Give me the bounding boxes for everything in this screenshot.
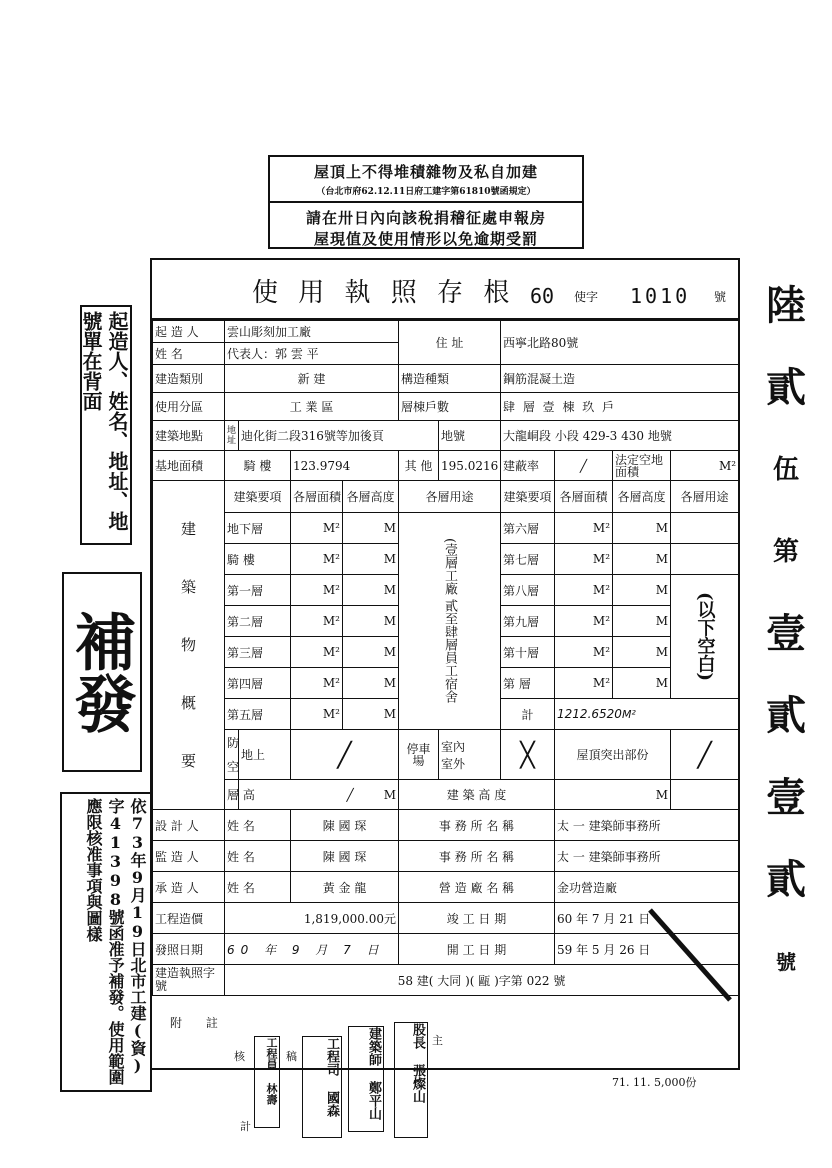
indoor-label: 室內 [441,739,466,754]
margin-char-4: 第 [772,537,799,567]
area-floor-8: M² [555,575,613,606]
approval-stamps [232,1022,444,1138]
site-address: 迪化街二段316號等加後頁 [239,421,439,451]
use-floor-7 [671,544,739,575]
permit-label: 建造執照字號 [153,965,225,996]
stamp-chief-engineer-title: 工程司 [324,1037,339,1076]
supervisor-name: 陳 國 琛 [291,841,399,872]
lot-section: 大龍峒段 [503,429,552,443]
reissue-stamp: 補發 [62,572,142,772]
lot-subsection: 小段 [554,429,579,443]
owner-address-label: 住 址 [399,321,501,365]
stamp-engineer-title: 工程員 [265,1037,278,1070]
parking-label: 停車場 [399,730,439,780]
stamp-chief-engineer [302,1036,342,1138]
coverage-slash: ╱ [555,451,613,481]
contractor-label: 承 造 人 [153,872,225,903]
height-floor-9: M [613,606,671,637]
margin-char-3: 伍 [772,455,799,485]
stamp-section-head-name: 張燦山 [410,1064,425,1103]
total-area-unit: M² [621,708,636,721]
stamp-label-draft: 稿 [286,1050,297,1063]
notice-line4: 屋現值及使用情形以免逾期受罰 [313,230,538,248]
margin-char-6: 貳 [766,692,806,739]
notice-divider [270,201,582,203]
start-label: 開 工 日 期 [399,934,555,965]
parking-slash: ╳ [501,730,555,780]
owner-on-back-note: 起造人、姓名、地址、地號單在背面 [80,305,132,545]
owner-address: 西寧北路80號 [501,321,739,365]
zone: 工 業 區 [225,393,399,421]
area-floor-6: M² [555,513,613,544]
arcade-area: 123.9794 [291,451,399,481]
area-floor-2: M² [291,606,343,637]
designer-label: 設 計 人 [153,810,225,841]
ink-stroke [640,900,740,1010]
summary-char-1: 建 [180,520,196,538]
remarks-label: 附 註 [170,1016,228,1030]
col-height-left: 各層高度 [343,481,399,513]
floor-10: 第十層 [501,637,555,668]
floor-7: 第七層 [501,544,555,575]
ink-stroke-line [650,910,730,1000]
col-item-left: 建築要項 [225,481,291,513]
lot-label: 地號 [439,421,501,451]
base-area-label: 基地面積 [153,451,225,481]
col-area-left: 各層面積 [291,481,343,513]
floor-n: 第 層 [501,668,555,699]
height-floor-5: M [343,699,399,730]
col-height-right: 各層高度 [613,481,671,513]
above-ground-label: 地上 [239,730,291,780]
margin-char-7: 壹 [766,774,806,821]
license-word: 使字 [574,290,599,304]
height-floor-10: M [613,637,671,668]
storey-height-value [239,780,399,810]
area-floor-7: M² [555,544,613,575]
margin-char-2: 貳 [766,364,806,411]
margin-char-5: 壹 [766,610,806,657]
stamp-architect-title: 建築師 [366,1027,381,1066]
floors-label: 層棟戶數 [399,393,501,421]
area-floor-4: M² [291,668,343,699]
reissue-explanation: 依73年9月19日北市工建(資)字41398號函准予補發。使用範圍應限核准事項與圖樣 [60,792,152,1092]
area-floor-9: M² [555,606,613,637]
contractor-name: 黃 金 龍 [291,872,399,903]
shelter-slash: ╱ [291,730,399,780]
supervisor-office: 太 一 建築師事務所 [555,841,739,872]
area-arcade: M² [291,544,343,575]
floor-1: 第一層 [225,575,291,606]
floor-arcade: 騎 樓 [225,544,291,575]
height-floor-n: M [613,668,671,699]
below-blank-note: (以下空白) [671,575,739,699]
owner-name-label: 姓 名 [153,343,225,365]
floor-8: 第八層 [501,575,555,606]
owner-label: 起 造 人 [153,321,225,343]
outdoor-label: 室外 [441,756,466,771]
notice-line2: （台北市府62.12.11日府工建字第61810號函規定） [316,187,536,197]
arcade-area-label: 騎 樓 [225,451,291,481]
contractor-company: 金功營造廠 [555,872,739,903]
roof-slash: ╱ [671,730,739,780]
height-floor-7: M [613,544,671,575]
owner-company: 雲山彫刻加工廠 [225,321,399,343]
floor-6: 第六層 [501,513,555,544]
designer-office-label: 事 務 所 名 稱 [399,810,555,841]
floor-basement: 地下層 [225,513,291,544]
col-area-right: 各層面積 [555,481,613,513]
margin-char-9: 號 [776,950,796,974]
notice-line3: 請在卅日內向該稅捐稽征處申報房 [305,209,546,227]
site-label: 建築地點 [153,421,225,451]
floor-9: 第九層 [501,606,555,637]
stamp-engineer [254,1036,280,1128]
stamp-section-head [394,1022,428,1138]
coverage-label: 建蔽率 [501,451,555,481]
height-floor-3: M [343,637,399,668]
lot-suffix: 地號 [647,429,672,443]
form-table [152,320,739,996]
storey-height-unit: M [383,787,397,802]
license-prefix: 60 [530,284,555,308]
cost-label: 工程造價 [153,903,225,934]
form-title: 使 用 執 照 存 根 [252,278,516,308]
area-floor-5: M² [291,699,343,730]
other-area-label: 其 他 [399,451,439,481]
height-floor-4: M [343,668,399,699]
lot-info [501,421,739,451]
area-floor-3: M² [291,637,343,668]
site-address-label: 地址 [225,421,239,451]
right-margin-text [756,265,816,1005]
permit-number: 58 建( 大同 )( 甌 )字第 022 號 [225,965,739,996]
total-area-value: 1212.6520 [557,707,622,721]
notice-line1: 屋頂上不得堆積雜物及私自加建 [313,163,538,181]
height-floor-2: M [343,606,399,637]
contractor-name-label: 姓 名 [225,872,291,903]
completion-date: 60 年 7 月 21 日 [555,903,739,934]
stamp-engineer-name: 林壽 [265,1083,278,1105]
col-item-right: 建築要項 [501,481,555,513]
rooftop-notice [268,155,584,249]
height-floor-6: M [613,513,671,544]
stamp-chief-engineer-name: 國森 [324,1091,339,1117]
build-type-label: 建造類別 [153,365,225,393]
stamp-architect [348,1026,384,1132]
summary-char-2: 築 [180,578,196,596]
license-suffix: 號 [714,290,727,304]
stamp-architect-name: 鄭平山 [366,1081,381,1120]
stamp-label-sign: 計 [240,1120,251,1133]
floor-4: 第四層 [225,668,291,699]
other-area: 195.0216 [439,451,501,481]
print-note: 71. 11. 5,000份 [612,1076,697,1089]
summary-char-4: 概 [180,694,196,712]
designer-name-label: 姓 名 [225,810,291,841]
margin-char-1: 陸 [766,282,806,329]
structure-label: 構造種類 [399,365,501,393]
owner-representative: 代表人：郭 雲 平 [225,343,399,365]
col-use-left: 各層用途 [399,481,501,513]
use-note: (壹層工廠 貳至肆層員工宿舍 [399,513,501,730]
floor-2: 第二層 [225,606,291,637]
start-date: 59 年 5 月 26 日 [555,934,739,965]
floor-5: 第五層 [225,699,291,730]
completion-label: 竣 工 日 期 [399,903,555,934]
open-space-label: 法定空地面積 [613,451,671,481]
designer-name: 陳 國 琛 [291,810,399,841]
area-floor-n: M² [555,668,613,699]
floors: 肆 層 壹 棟 玖 戶 [501,393,739,421]
cost-value: 1,819,000.00元 [225,903,399,934]
stamp-label-review: 核 [234,1050,245,1063]
stamp-section-head-title: 股長 [410,1023,425,1049]
total-label: 計 [501,699,555,730]
building-height-value: M [555,780,671,810]
supervisor-office-label: 事 務 所 名 稱 [399,841,555,872]
height-floor-8: M [613,575,671,606]
height-basement: M [343,513,399,544]
indoor-outdoor [439,730,501,780]
supervisor-name-label: 姓 名 [225,841,291,872]
stamp-label-chief: 主 [432,1034,443,1047]
height-floor-1: M [343,575,399,606]
open-space-unit: M² [671,451,739,481]
summary-char-3: 物 [180,636,196,654]
building-height-label: 建 築 高 度 [399,780,555,810]
roof-label: 屋頂突出部份 [555,730,671,780]
floor-3: 第三層 [225,637,291,668]
issue-date: 60 年 9 月 7 日 [225,934,399,965]
designer-office: 太 一 建築師事務所 [555,810,739,841]
area-basement: M² [291,513,343,544]
air-raid-label: 防 空 [225,730,239,780]
build-type: 新 建 [225,365,399,393]
col-use-right: 各層用途 [671,481,739,513]
height-arcade: M [343,544,399,575]
form-header [152,260,738,320]
building-summary-label [153,481,225,810]
use-floor-6 [671,513,739,544]
storey-height-label: 層 高 [225,780,239,810]
area-floor-1: M² [291,575,343,606]
structure: 鋼筋混凝土造 [501,365,739,393]
margin-char-8: 貳 [766,856,806,903]
lot-numbers: 429-3 430 [582,429,645,443]
license-number: 1010 [630,284,691,308]
summary-char-5: 要 [180,752,196,770]
contractor-company-label: 營 造 廠 名 稱 [399,872,555,903]
supervisor-label: 監 造 人 [153,841,225,872]
storey-height-slash: ╱ [346,787,354,802]
zone-label: 使用分區 [153,393,225,421]
area-floor-10: M² [555,637,613,668]
total-area [555,699,739,730]
issue-label: 發照日期 [153,934,225,965]
